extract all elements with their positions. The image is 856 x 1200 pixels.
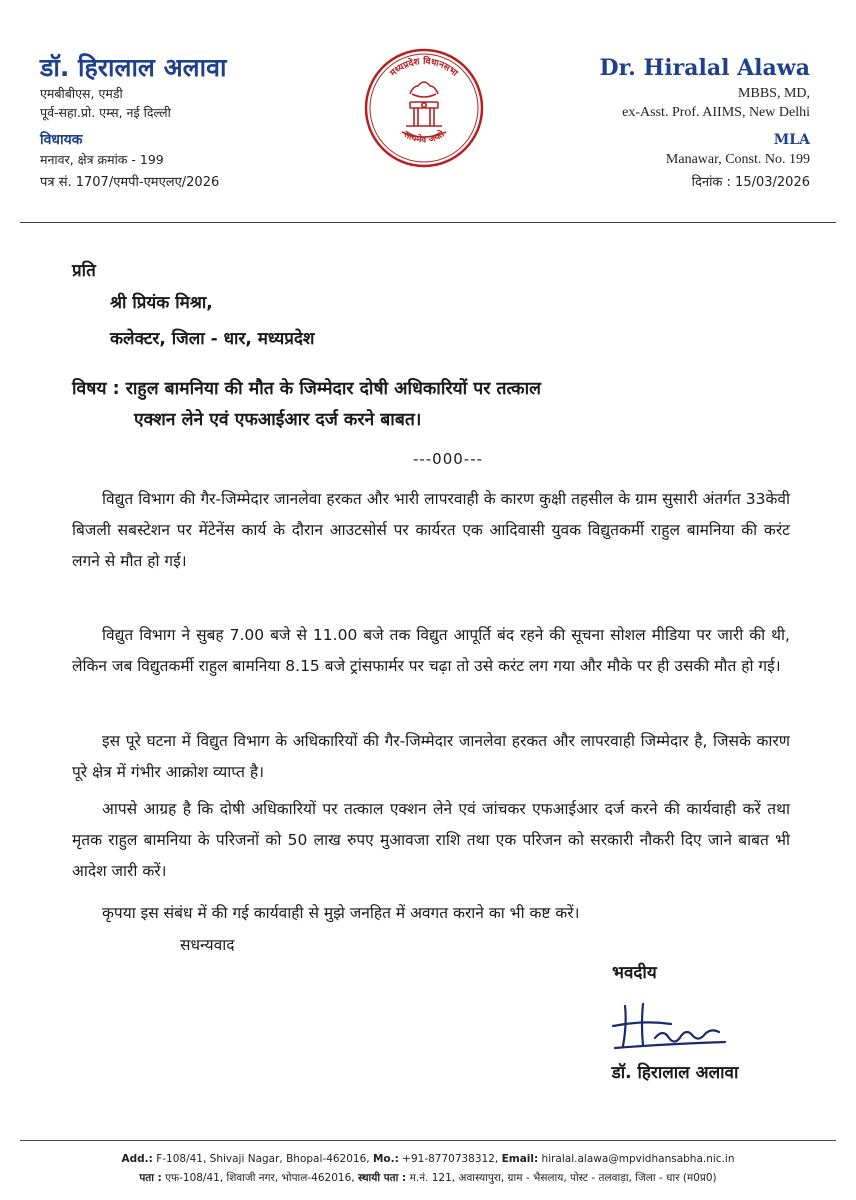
footer-pata-value: एफ-108/41, शिवाजी नगर, भोपाल-462016, xyxy=(165,1172,355,1184)
footer-line-hindi xyxy=(0,1169,856,1188)
sender-ex-post-hindi: पूर्व-सहा.प्रो. एम्स, नई दिल्ली xyxy=(40,105,171,120)
paragraph-1 xyxy=(72,484,790,577)
footer-pata-label: पता : xyxy=(139,1172,162,1184)
header-divider xyxy=(20,222,836,223)
thanks-line: सधन्यवाद xyxy=(180,936,235,954)
paragraph-4 xyxy=(72,794,790,887)
sender-degree-english: MBBS, MD, xyxy=(738,86,810,101)
sender-constituency-english: Manawar, Const. No. 199 xyxy=(665,152,810,167)
letter-subject xyxy=(72,374,790,436)
sender-degree-hindi: एमबीबीएस, एमडी xyxy=(40,86,123,101)
sender-ex-post-english: ex-Asst. Prof. AIIMS, New Delhi xyxy=(622,105,810,120)
letter-reference-number: पत्र सं. 1707/एमपी-एमएलए/2026 xyxy=(40,175,220,190)
addressee-designation: कलेक्टर, जिला - धार, मध्यप्रदेश xyxy=(110,329,315,349)
signature-block xyxy=(560,958,780,1086)
vidhansabha-emblem xyxy=(362,46,486,170)
sender-name-hindi: डॉ. हिरालाल अलावा xyxy=(40,53,227,82)
footer-email-value: hiralal.alawa@mpvidhansabha.nic.in xyxy=(541,1153,735,1165)
sender-constituency-hindi: मनावर, क्षेत्र क्रमांक - 199 xyxy=(40,152,164,167)
paragraph-5-text: कृपया इस संबंध में की गई कार्यवाही से मुझे जनहित में अवगत कराने का भी कष्ट करें। xyxy=(102,904,580,922)
footer-mobile-value: +91-8770738312, xyxy=(402,1153,499,1165)
section-separator: ---000--- xyxy=(412,450,484,468)
closing-regards: भवदीय xyxy=(612,963,657,983)
emblem-bottom-text: सत्यमेव जयते xyxy=(401,129,447,146)
footer-address-value: F-108/41, Shivaji Nagar, Bhopal-462016, xyxy=(156,1153,370,1165)
sender-post-english: MLA xyxy=(773,132,810,148)
handwritten-signature xyxy=(595,996,745,1056)
paragraph-4-text: आपसे आग्रह है कि दोषी अधिकारियों पर तत्काल एक्शन लेने एवं जांचकर एफआईआर दर्ज करने की कार्यवाही करें तथा मृतक राहुल बामनिया के परिजनों को 50 लाख रुपए मुआवजा राशि तथा एक परिजन को सरकारी नौकरी दिए जाने बाबत भी आदेश जारी करें। xyxy=(72,800,790,880)
footer-line-english xyxy=(0,1150,856,1169)
footer-address xyxy=(0,1150,856,1188)
paragraph-2 xyxy=(72,620,790,682)
paragraph-3-text: इस पूरे घटना में विद्युत विभाग के अधिकारियों की गैर-जिम्मेदार जानलेवा हरकत और लापरवाही जिम्मेदार है, जिसके कारण पूरे क्षेत्र में गंभीर आक्रोश व्याप्त है। xyxy=(72,732,790,781)
paragraph-1-text: विद्युत विभाग की गैर-जिम्मेदार जानलेवा हरकत और भारी लापरवाही के कारण कुक्षी तहसील के ग्राम सुसारी अंतर्गत 33केवी बिजली सबस्टेशन पर मेंटेनेंस कार्य के दौरान आउटसोर्स पर कार्यरत एक आदिवासी युवक विद्युतकर्मी राहुल बामनिया की करंट लगने से मौत हो गई। xyxy=(72,490,790,570)
paragraph-2-text: विद्युत विभाग ने सुबह 7.00 बजे से 11.00 बजे तक विद्युत आपूर्ति बंद रहने की सूचना सोशल मीडिया पर जारी की थी, लेकिन जब विद्युतकर्मी राहुल बामनिया 8.15 बजे ट्रांसफार्मर पर चढ़ा तो उसे करंट लग गया और मौके पर ही उसकी मौत हो गई। xyxy=(72,626,790,675)
addressee-name: श्री प्रियंक मिश्रा, xyxy=(110,293,213,313)
footer-mobile-label: Mo.: xyxy=(372,1153,399,1165)
paragraph-5 xyxy=(72,898,790,929)
emblem-top-text: मध्यप्रदेश विधानसभा xyxy=(388,56,460,79)
footer-divider xyxy=(20,1140,836,1141)
header-right xyxy=(510,52,810,193)
paragraph-3 xyxy=(72,726,790,788)
footer-email-label: Email: xyxy=(501,1153,539,1165)
subject-line-2: एक्शन लेने एवं एफआईआर दर्ज करने बाबत। xyxy=(134,410,422,430)
footer-address-label: Add.: xyxy=(121,1153,153,1165)
sender-name-english: Dr. Hiralal Alawa xyxy=(599,55,810,81)
letter-date: दिनांक : 15/03/2026 xyxy=(691,175,810,190)
footer-permanent-label: स्थायी पता : xyxy=(357,1172,407,1184)
subject-line-1: विषय : राहुल बामनिया की मौत के जिम्मेदार दोषी अधिकारियों पर तत्काल xyxy=(72,379,542,399)
sender-post-hindi: विधायक xyxy=(40,132,83,148)
header-left xyxy=(40,52,320,193)
lion-capital-icon xyxy=(402,82,446,137)
addressee-label: प्रति xyxy=(72,261,96,281)
signatory-name: डॉ. हिरालाल अलावा xyxy=(611,1063,739,1083)
footer-permanent-value: म.नं. 121, अवास्यापुरा, ग्राम - भैसलाय, पोस्ट - तलवाड़ा, जिला - धार (म0प्र0) xyxy=(409,1172,717,1184)
